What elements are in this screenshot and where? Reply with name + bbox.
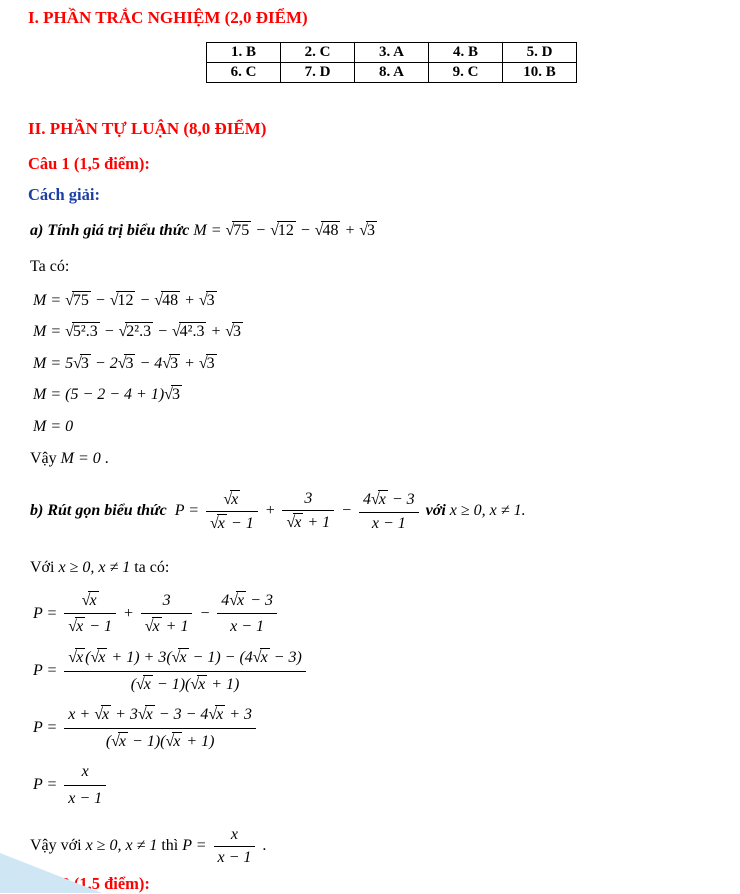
sqrt-radical: √2².3 [118, 323, 152, 341]
answer-cell: 7. D [281, 63, 355, 83]
equation-line-m2: M = √5².3 − √2².3 − √4².3 + √3 [33, 323, 242, 341]
equation-line-m5: M = 0 [33, 417, 74, 435]
ta-co-label: Ta có: [30, 257, 70, 275]
section-1-heading: I. PHẦN TRẮC NGHIỆM (2,0 ĐIỂM) [28, 8, 308, 27]
sqrt-radical: √3 [162, 354, 179, 372]
solution-method-heading: Cách giải: [28, 185, 100, 204]
equation-line-p4: P = $\frac{x}{x - 1}$ [33, 760, 710, 809]
sqrt-radical: √3 [117, 354, 134, 372]
sqrt-radical: √x [81, 591, 97, 609]
sqrt-radical: √75 [225, 222, 250, 239]
equation-line-p1: P = $\frac{√x}{√x - 1}$ + $\frac{3}{√x + 1}$ − $\frac{4√x - 3}{x - 1}$ [33, 589, 710, 638]
sqrt-radical: √x [111, 732, 127, 750]
answer-cell: 5. D [503, 43, 577, 63]
sqrt-radical: √75 [65, 291, 89, 309]
sqrt-radical: √48 [314, 222, 339, 239]
fraction: $\frac{√x}{√x - 1}$ [206, 489, 258, 534]
sqrt-radical: √3 [359, 222, 376, 239]
sqrt-radical: √x [171, 648, 187, 666]
section-2-heading: II. PHẦN TỰ LUẬN (8,0 ĐIỂM) [28, 119, 267, 138]
corner-watermark [0, 853, 102, 893]
answer-row [207, 63, 577, 83]
answer-cell: 6. C [207, 63, 281, 83]
question-2-heading: Câu 2 (1,5 điểm): [28, 873, 150, 893]
fraction: $\frac{√x (√x + 1) + 3(√x - 1) - (4√x - 3)}{(√x - 1)(√x + 1)}$ [64, 646, 306, 695]
sqrt-radical: √x [370, 491, 386, 509]
sqrt-radical: √3 [73, 354, 89, 372]
equation-line-p2: P = $\frac{√x (√x + 1) + 3(√x - 1) - (4√x - 3)}{(√x - 1)(√x + 1)}$ [33, 646, 710, 695]
sqrt-radical: √x [190, 675, 206, 693]
sqrt-radical: √3 [198, 291, 215, 309]
sqrt-radical: √x [94, 706, 110, 724]
answer-cell: 9. C [429, 63, 503, 83]
answer-cell: 2. C [281, 43, 355, 63]
equation-line-m4: M = (5 − 2 − 4 + 1)√3 [33, 386, 180, 404]
p-derivation-block [28, 589, 710, 810]
sqrt-radical: √x [68, 618, 84, 636]
sqrt-radical: √12 [270, 222, 294, 239]
sqrt-radical: √x [229, 591, 245, 609]
sqrt-radical: √x [144, 618, 160, 636]
equation-line-p3: P = $\frac{x + √x + 3√x - 3 - 4√x + 3}{(√x - 1)(√x + 1)}$ [33, 703, 710, 752]
fraction: $\frac{3}{√x + 1}$ [282, 489, 334, 532]
sqrt-radical: √48 [154, 291, 179, 309]
fraction: $\frac{x + √x + 3√x - 3 - 4√x + 3}{(√x - 1)(√x + 1)}$ [64, 703, 256, 752]
equation-line-m3: M = 5√3 − 2√3 − 4√3 + √3 [33, 354, 215, 372]
answer-table [206, 42, 577, 83]
sqrt-radical: √x [137, 706, 153, 724]
sqrt-radical: √x [252, 648, 268, 666]
answer-cell: 3. A [355, 43, 429, 63]
answer-cell: 10. B [503, 63, 577, 83]
fraction: $\frac{4√x - 3}{x - 1}$ [217, 589, 277, 638]
p-conclusion-line: Vậy với x ≥ 0, x ≠ 1 thì P = $\frac{x}{x - 1}$ . [30, 825, 267, 866]
part-b-statement: b) Rút gọn biểu thức P = $\frac{√x}{√x - 1}$ + $\frac{3}{√x + 1}$ − $\frac{4√x - 3}{x - 1}$ với x ≥ 0, x ≠ 1. [30, 490, 526, 533]
part-a-statement: a) Tính giá trị biểu thức M = √75 − √12 − √48 + √3 [30, 222, 376, 239]
sqrt-radical: √x [286, 514, 302, 532]
fraction: $\frac{x}{x - 1}$ [64, 760, 106, 809]
answer-table-body [207, 43, 577, 83]
fraction: $\frac{3}{√x + 1}$ [141, 589, 193, 638]
sqrt-radical: √x [208, 706, 224, 724]
answer-cell: 8. A [355, 63, 429, 83]
sqrt-radical: √3 [225, 323, 242, 341]
condition-line: Với x ≥ 0, x ≠ 1 ta có: [30, 559, 170, 577]
sqrt-radical: √x [223, 490, 239, 508]
fraction: $\frac{4√x - 3}{x - 1}$ [359, 489, 419, 532]
sqrt-radical: √3 [164, 386, 180, 404]
sqrt-radical: √x [210, 515, 225, 533]
equation-line-m1: M = √75 − √12 − √48 + √3 [33, 291, 215, 309]
fraction: $\frac{x}{x - 1}$ [214, 825, 256, 867]
sqrt-radical: √5².3 [65, 323, 98, 341]
sqrt-radical: √4².3 [171, 323, 205, 341]
m-conclusion-line: Vậy M = 0 . [30, 449, 109, 467]
sqrt-radical: √x [90, 648, 106, 666]
sqrt-radical: √12 [109, 291, 134, 309]
fraction: $\frac{√x}{√x - 1}$ [64, 589, 116, 638]
question-1-heading: Câu 1 (1,5 điểm): [28, 154, 150, 173]
m-derivation-block [28, 290, 710, 438]
sqrt-radical: √3 [198, 354, 215, 372]
answer-cell: 4. B [429, 43, 503, 63]
sqrt-radical: √x [136, 675, 151, 693]
sqrt-radical: √x [68, 648, 84, 666]
answer-row [207, 43, 577, 63]
answer-cell: 1. B [207, 43, 281, 63]
sqrt-radical: √x [165, 732, 181, 750]
